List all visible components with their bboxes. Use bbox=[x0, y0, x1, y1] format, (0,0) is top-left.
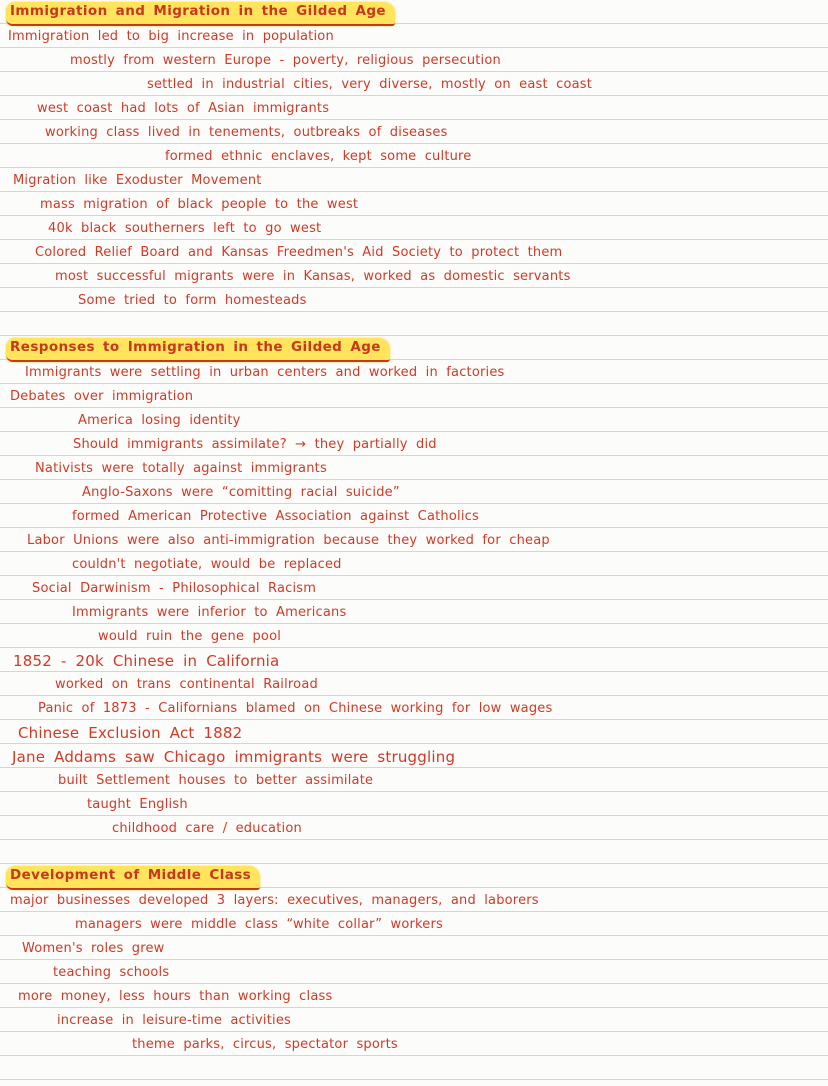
note-line: Debates over immigration bbox=[10, 389, 194, 404]
note-line: working class lived in tenements, outbreaks of diseases bbox=[45, 125, 448, 140]
note-line: settled in industrial cities, very diverse, mostly on east coast bbox=[147, 77, 593, 92]
note-line: worked on trans continental Railroad bbox=[55, 677, 318, 692]
section-heading: Immigration and Migration in the Gilded Age bbox=[6, 2, 395, 26]
note-line: 1852 - 20k Chinese in California bbox=[13, 652, 280, 670]
note-line: Immigrants were settling in urban centers and worked in factories bbox=[25, 365, 505, 380]
note-line: formed ethnic enclaves, kept some culture bbox=[165, 149, 472, 164]
note-line: taught English bbox=[87, 797, 188, 812]
note-line: west coast had lots of Asian immigrants bbox=[37, 101, 330, 116]
note-line: managers were middle class “white collar” workers bbox=[75, 917, 444, 932]
section-heading: Development of Middle Class bbox=[6, 866, 260, 890]
section-heading: Responses to Immigration in the Gilded Age bbox=[6, 338, 390, 362]
note-line: Some tried to form homesteads bbox=[78, 293, 307, 308]
note-line: Anglo-Saxons were “comitting racial suicide” bbox=[82, 485, 400, 500]
note-line: Immigrants were inferior to Americans bbox=[72, 605, 347, 620]
note-line: Jane Addams saw Chicago immigrants were struggling bbox=[12, 748, 456, 766]
note-line: more money, less hours than working class bbox=[18, 989, 333, 1004]
note-line: Labor Unions were also anti-immigration because they worked for cheap bbox=[27, 533, 550, 548]
note-line: couldn't negotiate, would be replaced bbox=[72, 557, 342, 572]
note-line: most successful migrants were in Kansas, worked as domestic servants bbox=[55, 269, 571, 284]
note-line: Women's roles grew bbox=[22, 941, 165, 956]
note-line: Should immigrants assimilate? → they partially did bbox=[73, 437, 437, 452]
note-line: formed American Protective Association against Catholics bbox=[72, 509, 479, 524]
note-line: mass migration of black people to the west bbox=[40, 197, 359, 212]
note-line: theme parks, circus, spectator sports bbox=[132, 1037, 398, 1052]
note-line: Nativists were totally against immigrants bbox=[35, 461, 327, 476]
note-line: Panic of 1873 - Californians blamed on Chinese working for low wages bbox=[38, 701, 553, 716]
note-line: built Settlement houses to better assimilate bbox=[58, 773, 374, 788]
note-line: America losing identity bbox=[78, 413, 241, 428]
note-line: Colored Relief Board and Kansas Freedmen's Aid Society to protect them bbox=[35, 245, 563, 260]
note-line: Social Darwinism - Philosophical Racism bbox=[32, 581, 317, 596]
note-line: childhood care / education bbox=[112, 821, 302, 836]
note-line: increase in leisure-time activities bbox=[57, 1013, 292, 1028]
note-line: would ruin the gene pool bbox=[98, 629, 282, 644]
note-line: Immigration led to big increase in population bbox=[8, 29, 334, 44]
note-line: 40k black southerners left to go west bbox=[48, 221, 322, 236]
note-line: Migration like Exoduster Movement bbox=[13, 173, 262, 188]
note-line: major businesses developed 3 layers: executives, managers, and laborers bbox=[10, 893, 539, 908]
note-line: mostly from western Europe - poverty, religious persecution bbox=[70, 53, 501, 68]
note-line: Chinese Exclusion Act 1882 bbox=[18, 724, 243, 742]
note-line: teaching schools bbox=[53, 965, 170, 980]
